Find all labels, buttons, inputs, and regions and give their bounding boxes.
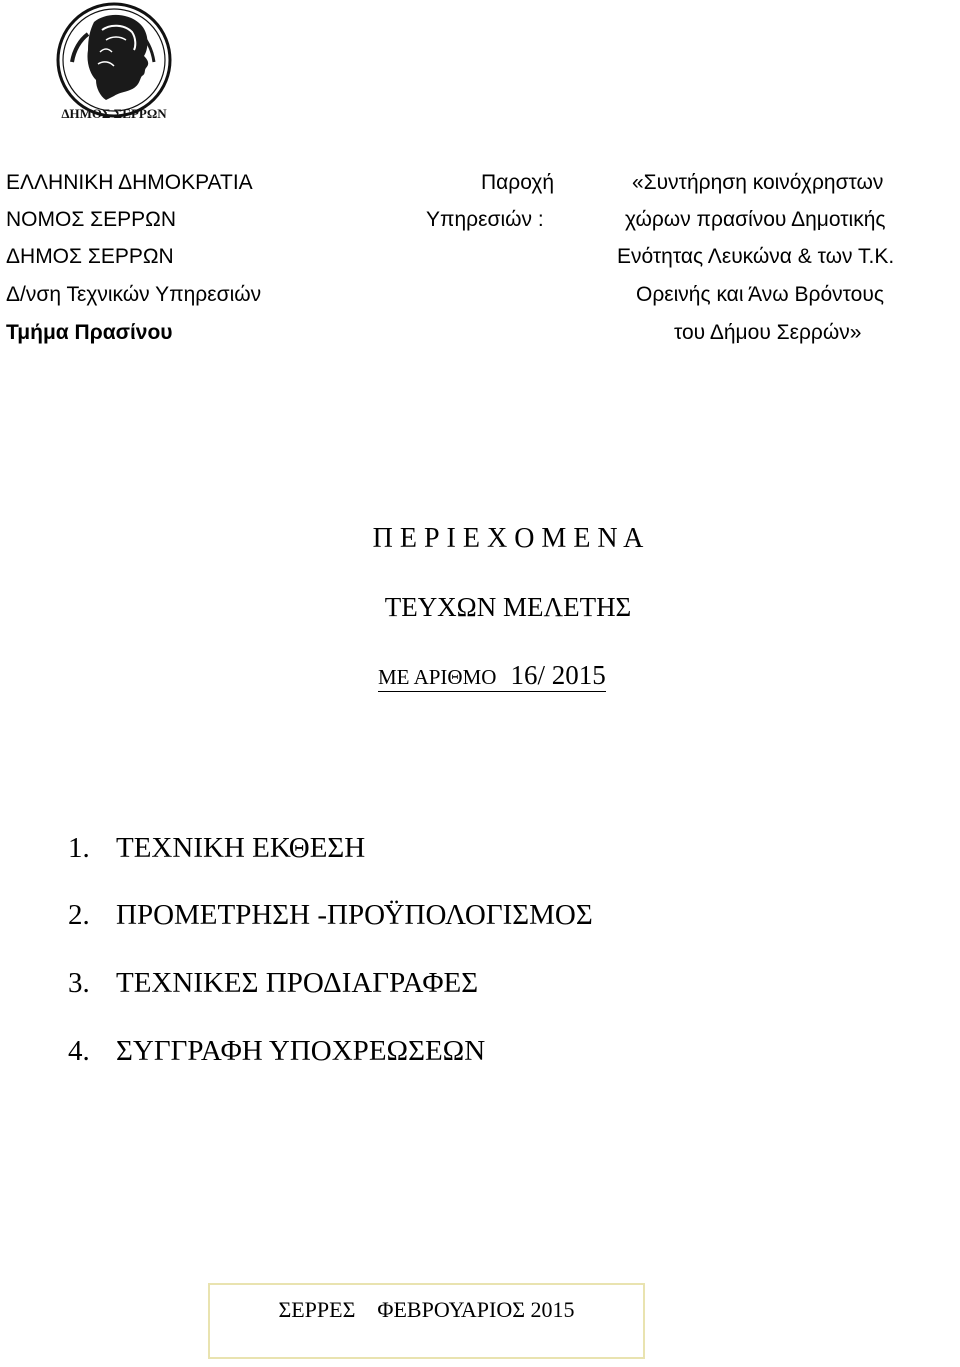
- header-left-line: Τμήμα Πρασίνου: [6, 321, 173, 344]
- footer-date: ΦΕΒΡΟΥΑΡΙΟΣ 2015: [377, 1297, 575, 1322]
- toc-item-text: ΣΥΓΓΡΑΦΗ ΥΠΟΧΡΕΩΣΕΩΝ: [116, 1035, 486, 1067]
- toc-item-text: ΠΡΟΜΕΤΡΗΣΗ -ΠΡΟΫΠΟΛΟΓΙΣΜΟΣ: [116, 899, 593, 931]
- toc-item: [68, 898, 593, 932]
- toc-item-number: 3.: [68, 967, 90, 999]
- toc-item-text: ΤΕΧΝΙΚΕΣ ΠΡΟΔΙΑΓΡΑΦΕΣ: [116, 967, 479, 999]
- toc-item-text: ΤΕΧΝΙΚΗ ΕΚΘΕΣΗ: [116, 832, 366, 864]
- toc-item: [68, 1034, 485, 1068]
- study-number: 16/ 2015: [510, 660, 606, 690]
- toc-item: [68, 831, 365, 865]
- header-left-line: ΕΛΛΗΝΙΚΗ ΔΗΜΟΚΡΑΤΙΑ: [6, 171, 253, 194]
- toc-item-number: 1.: [68, 832, 90, 864]
- contents-heading: Π Ε Ρ Ι Ε Χ Ο Μ Ε Ν Α: [372, 523, 644, 554]
- svg-text:ΔΗΜΟΣ ΣΕΡΡΩΝ: ΔΗΜΟΣ ΣΕΡΡΩΝ: [61, 106, 167, 121]
- footer-city: ΣΕΡΡΕΣ: [278, 1297, 356, 1322]
- toc-item-number: 4.: [68, 1035, 90, 1067]
- toc-item-number: 2.: [68, 899, 90, 931]
- header-middle-line: Υπηρεσιών :: [426, 208, 544, 231]
- header-right-line: χώρων πρασίνου Δημοτικής: [625, 208, 886, 231]
- header-middle-line: Παροχή: [481, 171, 555, 194]
- study-number-line: [378, 662, 606, 692]
- header-right-line: του Δήμου Σερρών»: [674, 321, 862, 344]
- header-left-line: Δ/νση Τεχνικών Υπηρεσιών: [6, 283, 262, 306]
- contents-subheading: ΤΕΥΧΩΝ ΜΕΛΕΤΗΣ: [384, 592, 632, 622]
- header-right-line: Ενότητας Λευκώνα & των Τ.Κ.: [617, 245, 895, 268]
- header-right-line: Ορεινής και Άνω Βρόντους: [636, 283, 884, 306]
- toc-item: [68, 966, 478, 1000]
- header-left-line: ΔΗΜΟΣ ΣΕΡΡΩΝ: [6, 245, 174, 268]
- study-label: ΜΕ ΑΡΙΘΜΟ: [378, 665, 497, 689]
- footer-box: [208, 1283, 645, 1359]
- header-right-line: «Συντήρηση κοινόχρηστων: [632, 171, 884, 194]
- header-left-line: ΝΟΜΟΣ ΣΕΡΡΩΝ: [6, 208, 177, 231]
- municipality-seal-icon: [50, 0, 178, 128]
